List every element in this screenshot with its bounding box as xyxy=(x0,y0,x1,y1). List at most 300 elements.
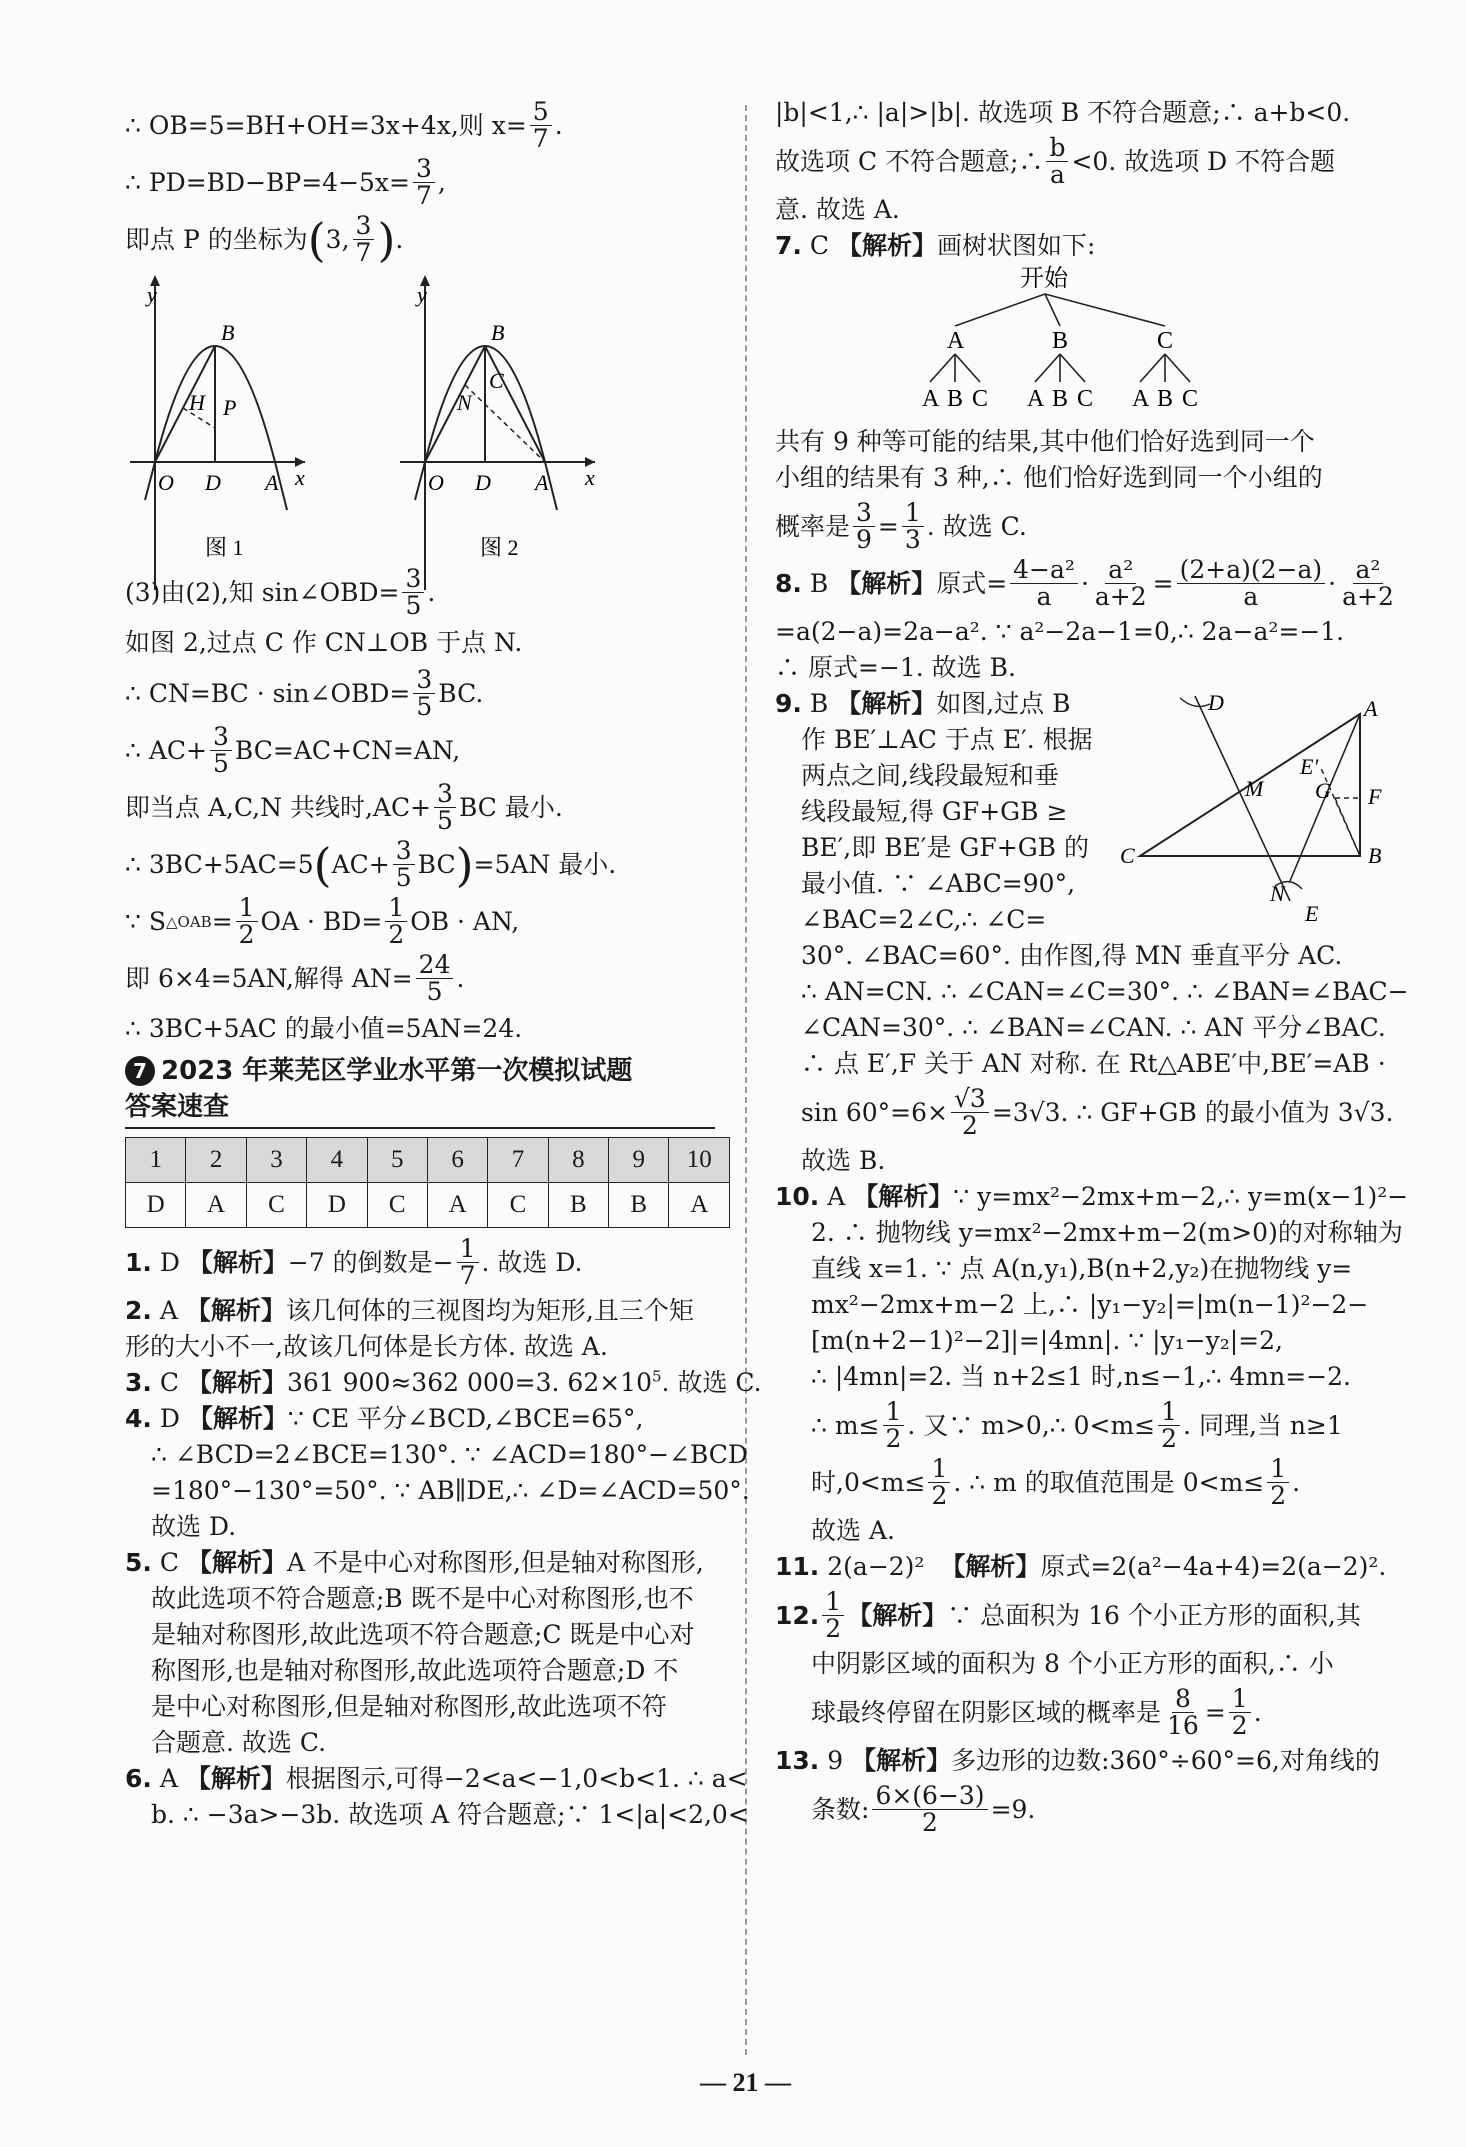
cell: 1 xyxy=(126,1138,186,1183)
num: 3 xyxy=(434,781,456,808)
text: −7 的倒数是− xyxy=(287,1247,454,1277)
text: 3, xyxy=(325,224,350,254)
q9-line6: 最小值. ∵ ∠ABC=90°, xyxy=(801,869,1076,898)
parabola xyxy=(415,462,425,500)
q10 xyxy=(775,1179,1409,1215)
label-b: B xyxy=(491,320,505,345)
q11 xyxy=(775,1549,1387,1585)
num: a² xyxy=(1353,557,1384,584)
text: 该几何体的三视图均为矩形,且三个矩 xyxy=(285,1296,694,1325)
text: (3)由(2),知 sin∠OBD= xyxy=(125,577,400,607)
q-number: 2. xyxy=(125,1296,152,1325)
text: . xyxy=(1292,1467,1301,1497)
label-b: B xyxy=(221,320,235,345)
q9-line7: ∠BAC=2∠C,∴ ∠C= xyxy=(801,905,1047,934)
label-x: x xyxy=(585,465,595,490)
paren-close: ) xyxy=(455,837,474,892)
q-number: 9. xyxy=(775,689,802,718)
text: . xyxy=(554,110,563,140)
cell: B xyxy=(609,1183,669,1228)
label-m: M xyxy=(1245,776,1264,801)
label-e-prime: E′ xyxy=(1300,754,1319,779)
num: 1 xyxy=(236,895,258,922)
den: 2 xyxy=(922,1808,938,1837)
cell: 10 xyxy=(669,1138,730,1183)
label-h: H xyxy=(189,390,205,415)
q10-line7 xyxy=(775,1399,1387,1452)
den: 2 xyxy=(961,1111,978,1140)
fraction xyxy=(210,724,232,777)
line-p-coord xyxy=(125,213,730,266)
q-answer: B xyxy=(809,568,829,598)
q9-line4: 线段最短,得 GF+GB ≥ xyxy=(801,797,1068,826)
num: 3 xyxy=(413,156,435,183)
text: = xyxy=(877,511,899,541)
text: = xyxy=(211,906,233,936)
fraction xyxy=(853,500,875,553)
line-mn xyxy=(1195,696,1290,901)
q-answer: 9 xyxy=(827,1746,844,1775)
answer-key-title: 答案速查 xyxy=(125,1089,715,1129)
cell: C xyxy=(488,1183,548,1228)
figures xyxy=(125,270,730,650)
fraction xyxy=(434,781,456,834)
num: 1 xyxy=(822,1589,844,1616)
text: . 故选 C. xyxy=(661,1368,762,1397)
line-3c xyxy=(125,667,730,720)
q5 xyxy=(125,1545,730,1581)
text: 时,0<m≤ xyxy=(811,1467,926,1497)
line-an xyxy=(465,385,545,462)
label-e: E xyxy=(1305,901,1319,926)
fraction xyxy=(1164,1686,1202,1739)
q9-figure xyxy=(1120,686,1390,931)
text: BC 最小. xyxy=(458,792,563,822)
text: OB · AN, xyxy=(410,906,520,936)
edge xyxy=(1060,354,1085,382)
q8-line2: =a(2−a)=2a−a². ∵ a²−2a−1=0,∴ 2a−a²=−1. xyxy=(775,617,1345,646)
q3 xyxy=(125,1365,762,1401)
text: 原式=2(a²−4a+4)=2(a−2)². xyxy=(1040,1552,1387,1581)
analysis-tag: 【解析】 xyxy=(186,1548,287,1577)
fraction xyxy=(928,1456,950,1509)
q4-line4: 故选 D. xyxy=(151,1512,237,1541)
caption-fig2: 图 2 xyxy=(480,535,519,560)
q9-line5: BE′,即 BE′是 GF+GB 的 xyxy=(801,833,1089,862)
text: BC xyxy=(417,849,456,879)
q9-line12 xyxy=(775,1084,1394,1140)
text: . xyxy=(1253,1697,1262,1727)
label-y: y xyxy=(417,282,427,307)
cell: 7 xyxy=(488,1138,548,1183)
q-answer: A xyxy=(827,1182,846,1211)
answer-table xyxy=(125,1137,730,1228)
text: . 故选 C. xyxy=(926,511,1027,541)
section-title: 2023 年莱芜区学业水平第一次模拟试题 xyxy=(161,1056,633,1086)
q13 xyxy=(775,1743,1387,1779)
fraction xyxy=(353,213,375,266)
num: 8 xyxy=(1172,1686,1194,1713)
analysis-tag: 【解析】 xyxy=(940,1552,1041,1581)
q6-line2: b. ∴ −3a>−3b. 故选项 A 符合题意;∵ 1<|a|<2,0< xyxy=(151,1800,749,1829)
text: 根据图示,可得−2<a<−1,0<b<1. ∴ a< xyxy=(285,1764,748,1793)
edge xyxy=(1045,294,1060,326)
cell: A xyxy=(669,1183,730,1228)
q10-line8 xyxy=(775,1456,1387,1509)
q10-line9: 故选 A. xyxy=(811,1516,895,1545)
text: ∵ CE 平分∠BCD,∠BCE=65°, xyxy=(287,1404,644,1433)
edge xyxy=(1035,354,1060,382)
text: ∴ OB=5=BH+OH=3x+4x,则 x= xyxy=(125,110,527,140)
den: 5 xyxy=(437,806,453,835)
q9-line2: 作 BE′⊥AC 于点 E′. 根据 xyxy=(801,725,1093,754)
fraction xyxy=(1010,557,1078,610)
analysis-tag: 【解析】 xyxy=(185,1296,286,1325)
superscript: 5 xyxy=(652,1367,662,1386)
fraction xyxy=(413,667,435,720)
cell: 5 xyxy=(367,1138,427,1183)
line-3g: ∵ S △OAB = $\frac{1}{2}$ OA · BD= $\frac{1}{2}$ OB · AN, xyxy=(125,893,520,949)
label-d: D xyxy=(475,470,491,495)
text: ∴ 3BC+5AC=5 xyxy=(125,849,314,879)
text: · xyxy=(1080,568,1089,598)
q12-line3 xyxy=(775,1686,1387,1739)
label-f: F xyxy=(1368,784,1382,809)
q-answer: B xyxy=(809,689,829,718)
analysis-tag: 【解析】 xyxy=(836,231,937,260)
label-b: B xyxy=(1368,843,1382,868)
q9-block xyxy=(775,686,1387,938)
den: 2 xyxy=(885,1424,902,1453)
q5-line6: 合题意. 故选 C. xyxy=(151,1728,327,1757)
text: . ∴ m 的取值范围是 0<m≤ xyxy=(953,1467,1265,1497)
tree-leaf: C xyxy=(1077,386,1094,412)
num: √3 xyxy=(951,1086,989,1113)
den: 7 xyxy=(532,124,549,153)
q-number: 6. xyxy=(125,1764,152,1793)
q-number: 11. xyxy=(775,1552,820,1581)
text: 画树状图如下: xyxy=(936,231,1096,260)
fraction xyxy=(416,952,454,1005)
cell: 6 xyxy=(427,1138,487,1183)
den: 2 xyxy=(1231,1711,1248,1740)
fraction xyxy=(413,156,435,209)
tree-leaf: C xyxy=(1182,386,1199,412)
fraction xyxy=(1092,557,1150,610)
num: 3 xyxy=(210,724,232,751)
den: 2 xyxy=(825,1614,842,1643)
q-answer: D xyxy=(159,1404,180,1433)
text: . 故选 D. xyxy=(481,1247,583,1277)
text: 如图,过点 B xyxy=(936,689,1071,718)
den: a xyxy=(1243,582,1259,611)
num: 1 xyxy=(902,500,924,527)
den: 5 xyxy=(395,863,412,892)
den: 2 xyxy=(388,920,405,949)
den: 5 xyxy=(212,749,229,778)
q9-line3: 两点之间,线段最短和垂 xyxy=(801,761,1059,790)
text: 概率是 xyxy=(775,511,851,541)
fraction xyxy=(1158,1399,1180,1452)
text: ∴ PD=BD−BP=4−5x= xyxy=(125,167,410,197)
q-number: 5. xyxy=(125,1548,152,1577)
text: 故选项 C 不符合题意;∴ xyxy=(775,146,1044,176)
analysis-tag: 【解析】 xyxy=(836,568,937,598)
tree-node: B xyxy=(1052,328,1069,354)
edge xyxy=(955,354,980,382)
q-number: 12. xyxy=(775,1600,820,1630)
text: ∴ m≤ xyxy=(811,1410,880,1440)
text: = xyxy=(1152,568,1174,598)
line-3i: ∴ 3BC+5AC 的最小值=5AN=24. xyxy=(125,1014,523,1043)
den: a+2 xyxy=(1342,582,1394,611)
q10-line2: 2. ∴ 抛物线 y=mx²−2mx+m−2(m>0)的对称轴为 xyxy=(811,1218,1403,1247)
q5-line5: 是中心对称图形,但是轴对称图形,故此选项不符 xyxy=(151,1692,667,1721)
text: 球最终停留在阴影区域的概率是 xyxy=(811,1697,1162,1727)
num: 3 xyxy=(393,838,415,865)
den: a+2 xyxy=(1094,582,1147,611)
q6 xyxy=(125,1761,748,1797)
analysis-tag: 【解析】 xyxy=(187,1404,288,1433)
analysis-tag: 【解析】 xyxy=(186,1368,287,1397)
q4 xyxy=(125,1401,730,1437)
text: . xyxy=(395,224,404,254)
q-number: 3. xyxy=(125,1368,152,1397)
text: ∵ S xyxy=(125,906,166,936)
cell: A xyxy=(186,1183,246,1228)
q8 xyxy=(775,555,1394,611)
q10-line4: mx²−2mx+m−2 上,∴ |y₁−y₂|=|m(n−1)²−2− xyxy=(811,1290,1369,1319)
text: . xyxy=(427,577,436,607)
line-pd xyxy=(125,156,730,209)
q12 xyxy=(775,1589,1387,1642)
text: sin 60°=6× xyxy=(801,1097,948,1127)
fraction xyxy=(902,500,924,553)
cell: C xyxy=(246,1183,306,1228)
analysis-tag: 【解析】 xyxy=(185,1764,286,1793)
q9-line9: ∴ AN=CN. ∴ ∠CAN=∠C=30°. ∴ ∠BAN=∠BAC− xyxy=(801,977,1409,1006)
edge xyxy=(930,354,955,382)
q-number: 4. xyxy=(125,1404,152,1433)
q13-line2 xyxy=(775,1783,1387,1836)
fraction xyxy=(1229,1686,1251,1739)
label-c: C xyxy=(489,368,504,393)
text: <0. 故选项 D 不符合题 xyxy=(1071,146,1336,176)
text: 原式= xyxy=(936,568,1008,598)
cell: 4 xyxy=(307,1138,367,1183)
text: ∵ 总面积为 16 个小正方形的面积,其 xyxy=(947,1600,1361,1630)
tree-diagram xyxy=(775,264,1375,414)
q-answer: C xyxy=(809,231,829,260)
text: 即当点 A,C,N 共线时,AC+ xyxy=(125,792,432,822)
cell: 2 xyxy=(186,1138,246,1183)
den: a xyxy=(1036,582,1052,611)
q-answer: C xyxy=(159,1368,179,1397)
den: 2 xyxy=(1161,1424,1178,1453)
edge xyxy=(1045,294,1165,326)
section-badge: 7 xyxy=(125,1056,155,1086)
text: BC. xyxy=(438,678,484,708)
num: 5 xyxy=(530,99,552,126)
q6-cont-line3: 意. 故选 A. xyxy=(775,195,900,224)
fraction xyxy=(1046,135,1068,188)
q9-line8: 30°. ∠BAC=60°. 由作图,得 MN 垂直平分 AC. xyxy=(801,941,1343,970)
cell: 9 xyxy=(609,1138,669,1183)
den: 9 xyxy=(856,525,872,554)
text: . 同理,当 n≥1 xyxy=(1183,1410,1343,1440)
cell: C xyxy=(367,1183,427,1228)
text: 即点 P 的坐标为 xyxy=(125,224,308,254)
text: =9. xyxy=(990,1794,1036,1824)
text: 361 900≈362 000=3. 62×10 xyxy=(286,1368,652,1397)
label-n: N xyxy=(457,390,472,415)
q9-line10: ∠CAN=30°. ∴ ∠BAN=∠CAN. ∴ AN 平分∠BAC. xyxy=(801,1013,1386,1042)
q10-line5: [m(n+2−1)²−2]|=|4mn|. ∵ |y₁−y₂|=2, xyxy=(811,1326,1283,1355)
text: 多边形的边数:360°÷60°=6,对角线的 xyxy=(951,1746,1380,1775)
fraction xyxy=(883,1399,905,1452)
num: b xyxy=(1046,135,1068,162)
analysis-tag: 【解析】 xyxy=(187,1247,288,1277)
right-column xyxy=(775,95,1409,1840)
analysis-tag: 【解析】 xyxy=(847,1600,948,1630)
text: OA · BD= xyxy=(260,906,383,936)
answer-letter-row xyxy=(126,1183,730,1228)
tree-node: C xyxy=(1157,328,1174,354)
q4-line2: ∴ ∠BCD=2∠BCE=130°. ∵ ∠ACD=180°−∠BCD xyxy=(151,1440,748,1469)
den: 2 xyxy=(931,1481,948,1510)
q-number: 13. xyxy=(775,1746,820,1775)
arc xyxy=(1180,698,1210,706)
label-x: x xyxy=(295,465,305,490)
text: ∴ CN=BC · sin∠OBD= xyxy=(125,678,411,708)
num: 1 xyxy=(1229,1686,1251,1713)
parabola xyxy=(145,462,155,500)
edge xyxy=(955,294,1045,326)
tree-root: 开始 xyxy=(1020,266,1068,292)
answer-number-row xyxy=(126,1138,730,1183)
text: , xyxy=(437,167,446,197)
tree-leaf: B xyxy=(1052,386,1069,412)
q12-line2: 中阴影区域的面积为 8 个小正方形的面积,∴ 小 xyxy=(811,1649,1334,1678)
q5-line2: 故此选项不符合题意;B 既不是中心对称图形,也不 xyxy=(151,1584,694,1613)
text: A 不是中心对称图形,但是轴对称图形, xyxy=(286,1548,704,1577)
num: (2+a)(2−a) xyxy=(1177,557,1326,584)
q-answer: A xyxy=(159,1764,178,1793)
q-answer: C xyxy=(159,1548,179,1577)
label-a: A xyxy=(265,470,279,495)
cell: A xyxy=(427,1183,487,1228)
q9-line11: ∴ 点 E′,F 关于 AN 对称. 在 Rt△ABE′中,BE′=AB · xyxy=(801,1049,1386,1078)
den: 5 xyxy=(416,692,433,721)
den: a xyxy=(1050,160,1065,189)
text: ∵ y=mx²−2mx+m−2,∴ y=m(x−1)²− xyxy=(953,1182,1409,1211)
fraction xyxy=(1267,1456,1289,1509)
cell: D xyxy=(126,1183,186,1228)
fraction xyxy=(951,1086,989,1139)
line-3e xyxy=(125,781,730,834)
fraction xyxy=(1177,557,1326,610)
analysis-tag: 【解析】 xyxy=(836,689,937,718)
q2-line2: 形的大小不一,故该几何体是长方体. 故选 A. xyxy=(125,1332,608,1361)
q6-cont-line2 xyxy=(775,135,1387,188)
label-p: P xyxy=(223,395,237,420)
num: 1 xyxy=(928,1456,950,1483)
label-g: G xyxy=(1315,778,1331,803)
q5-line4: 称图形,也是轴对称图形,故此选项符合题意;D 不 xyxy=(151,1656,679,1685)
tree-leaf: B xyxy=(947,386,964,412)
paren-open: ( xyxy=(313,837,332,892)
num: 3 xyxy=(353,213,375,240)
label-d: D xyxy=(1208,690,1224,715)
q-answer: A xyxy=(159,1296,178,1325)
den: 16 xyxy=(1167,1711,1199,1740)
text: · xyxy=(1328,568,1337,598)
left-column xyxy=(125,95,762,1833)
tree-leaf: C xyxy=(972,386,989,412)
line-3h xyxy=(125,952,730,1005)
num: 3 xyxy=(402,566,424,593)
text: 即 6×4=5AN,解得 AN= xyxy=(125,963,413,993)
num: 1 xyxy=(883,1399,905,1426)
line-3f xyxy=(125,838,730,891)
num: 1 xyxy=(1158,1399,1180,1426)
line-ba xyxy=(485,346,545,462)
label-o: O xyxy=(158,470,174,495)
tree-leaf: A xyxy=(1132,386,1150,412)
cell: B xyxy=(548,1183,608,1228)
fraction xyxy=(236,895,258,948)
label-y: y xyxy=(147,282,157,307)
q7-line3: 小组的结果有 3 种,∴ 他们恰好选到同一个小组的 xyxy=(775,463,1323,492)
den: 5 xyxy=(405,591,422,620)
q10-line6: ∴ |4mn|=2. 当 n+2≤1 时,n≤−1,∴ 4mn=−2. xyxy=(811,1362,1351,1391)
label-n: N xyxy=(1270,881,1285,906)
q10-line3: 直线 x=1. ∵ 点 A(n,y₁),B(n+2,y₂)在抛物线 y= xyxy=(811,1254,1353,1283)
num: 3 xyxy=(853,500,875,527)
num: 1 xyxy=(385,895,407,922)
q6-cont-line1: |b|<1,∴ |a|>|b|. 故选项 B 不符合题意;∴ a+b<0. xyxy=(775,98,1351,127)
q4-line3: =180°−130°=50°. ∵ AB∥DE,∴ ∠D=∠ACD=50°. xyxy=(151,1476,750,1505)
q-answer: D xyxy=(159,1247,180,1277)
fraction xyxy=(393,838,415,891)
q7-line4 xyxy=(775,500,1387,553)
q-answer: 2(a−2)² xyxy=(827,1552,925,1581)
num: a² xyxy=(1105,557,1136,584)
tree-leaf: A xyxy=(1027,386,1045,412)
label-o: O xyxy=(428,470,444,495)
label-d: D xyxy=(205,470,221,495)
den: 2 xyxy=(238,920,255,949)
cell: 3 xyxy=(246,1138,306,1183)
column-divider xyxy=(745,105,747,2055)
analysis-tag: 【解析】 xyxy=(853,1182,954,1211)
edge xyxy=(1165,354,1190,382)
label-a: A xyxy=(535,470,549,495)
num: 3 xyxy=(413,667,435,694)
q7-line2: 共有 9 种等可能的结果,其中他们恰好选到同一个 xyxy=(775,427,1315,456)
q-number: 1. xyxy=(125,1247,152,1277)
den: 2 xyxy=(1270,1481,1287,1510)
text: . xyxy=(456,963,465,993)
text: =5AN 最小. xyxy=(473,849,617,879)
fraction xyxy=(1339,557,1397,610)
num: 1 xyxy=(1267,1456,1289,1483)
num: 1 xyxy=(457,1236,479,1263)
fraction xyxy=(385,895,407,948)
line-3d xyxy=(125,724,730,777)
den: 3 xyxy=(904,525,921,554)
text: AC+ xyxy=(331,849,390,879)
